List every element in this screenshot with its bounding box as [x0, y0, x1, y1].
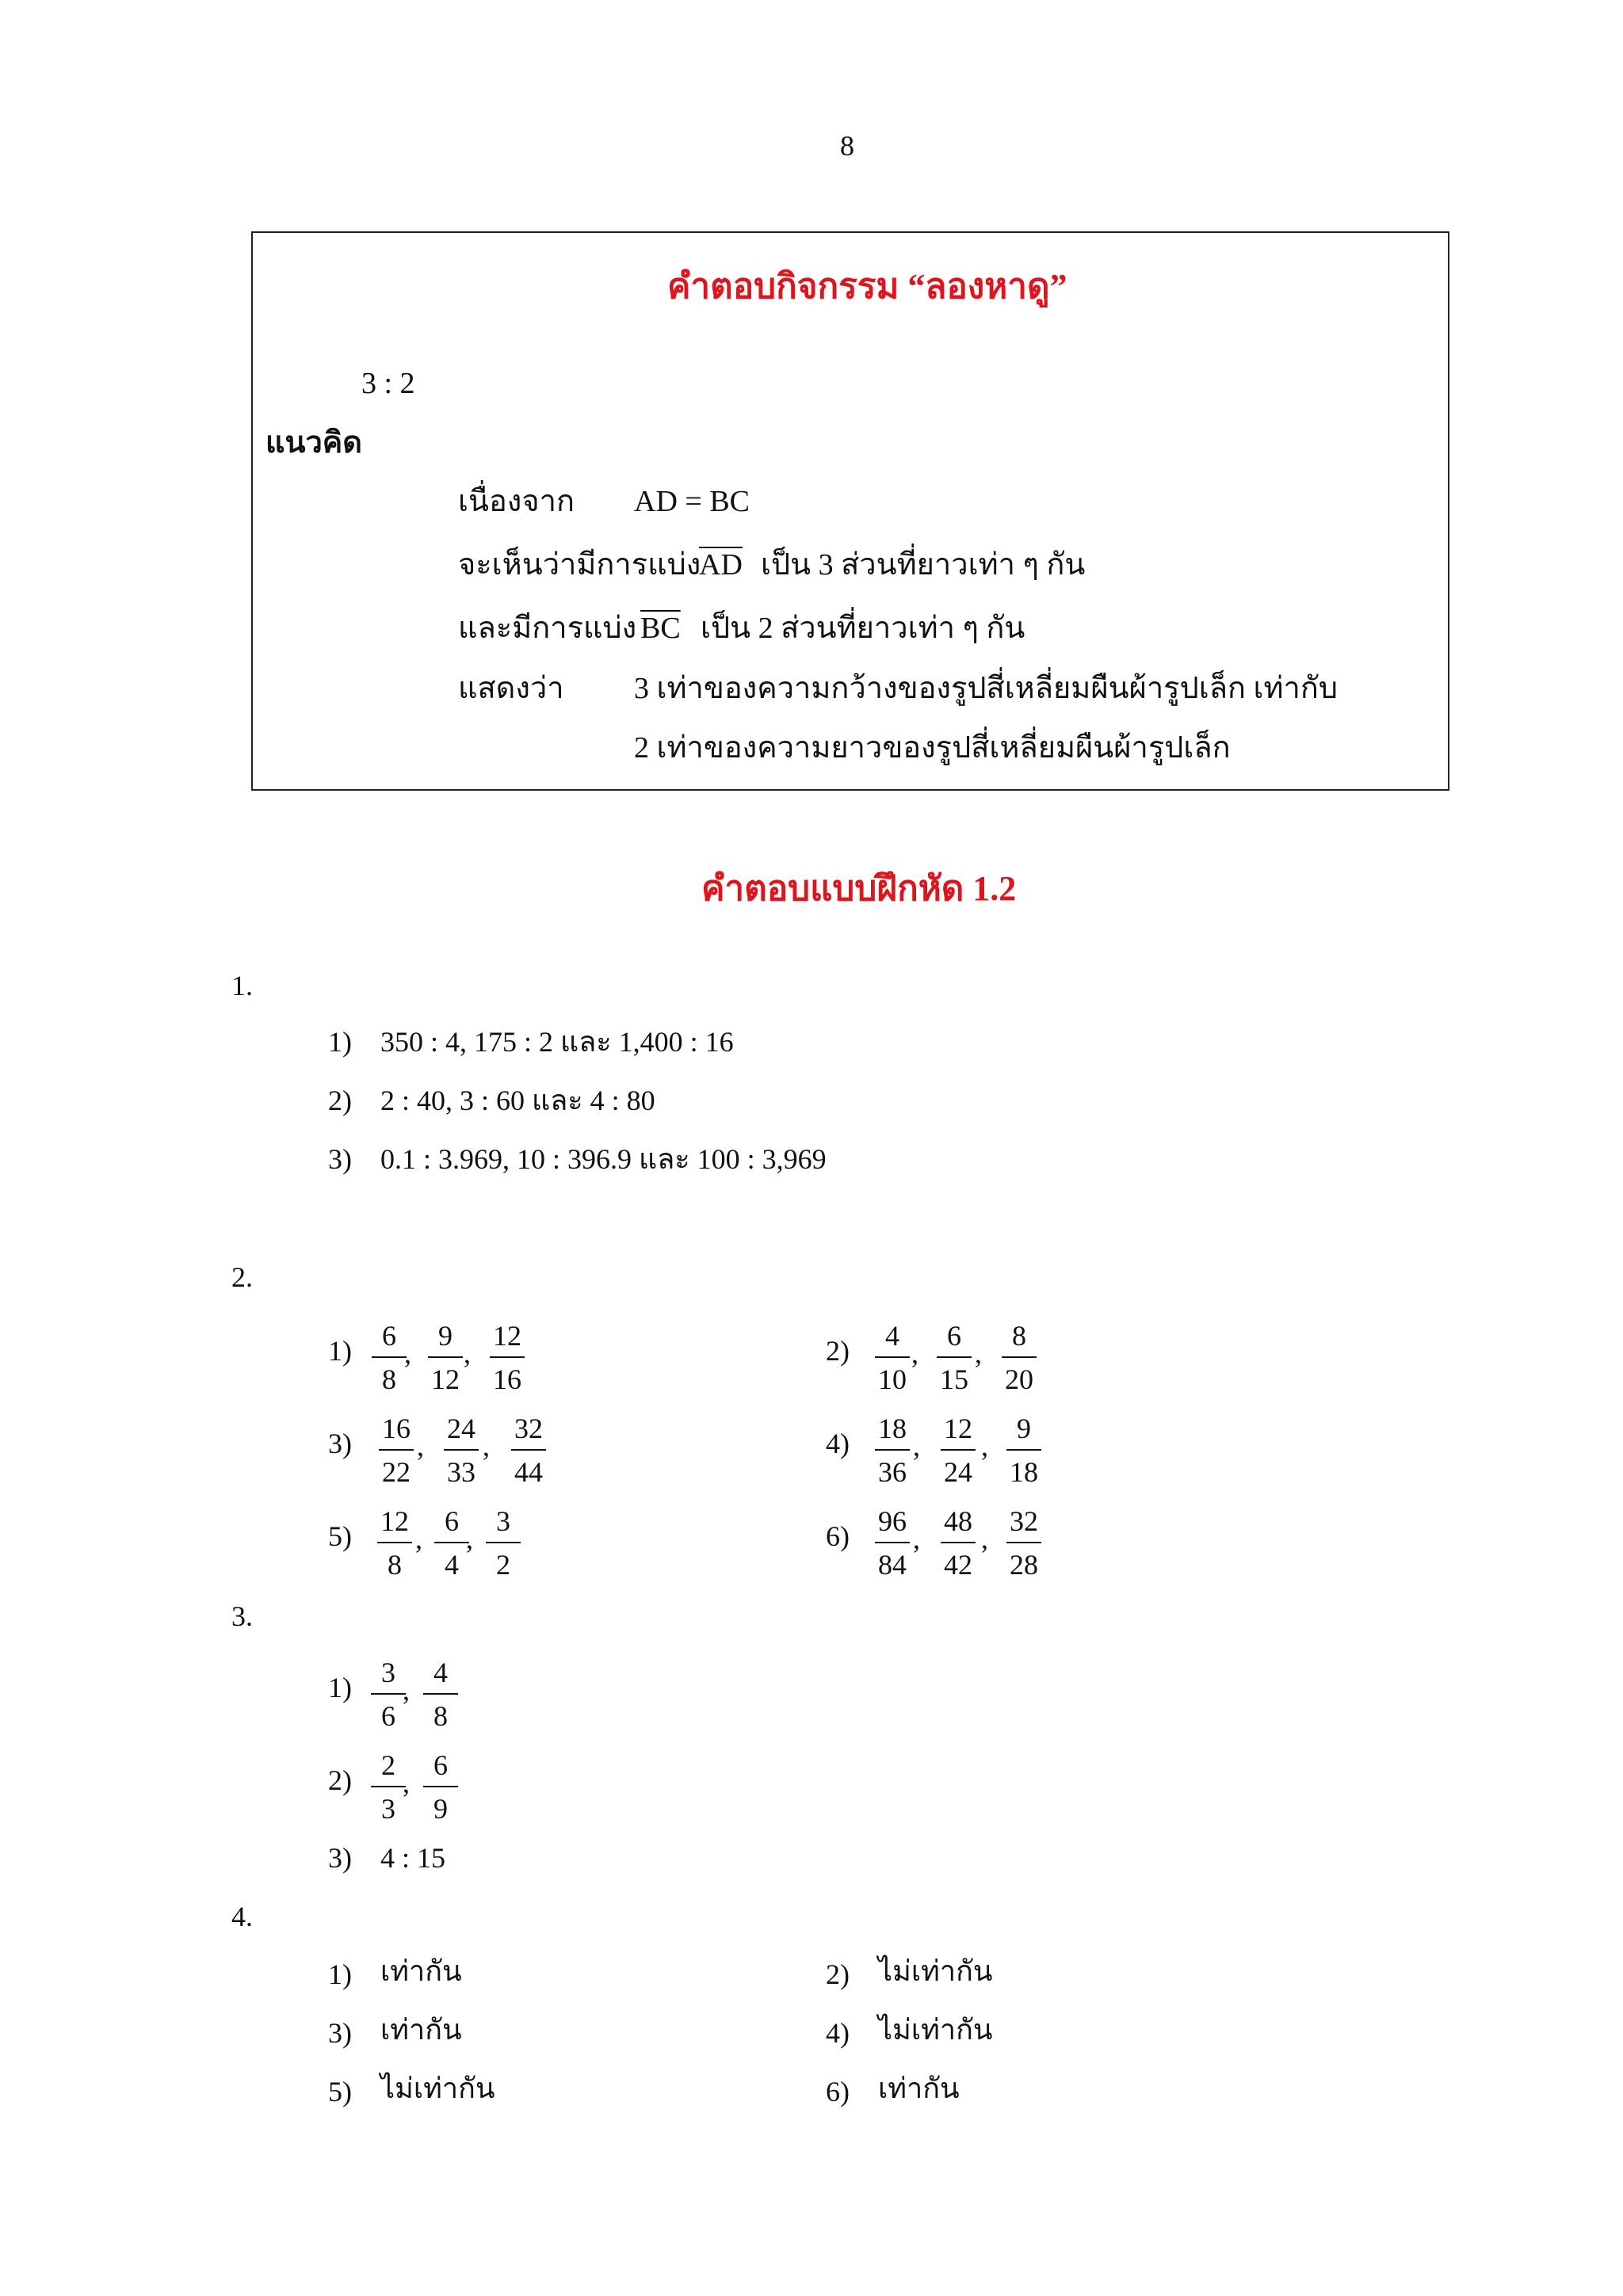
q4-item-label: 2)	[826, 1958, 850, 1990]
fraction-bar	[875, 1449, 910, 1451]
numerator: 12	[493, 1320, 521, 1352]
denominator: 36	[878, 1456, 907, 1488]
q2-item-label: 6)	[826, 1520, 850, 1552]
fraction	[487, 1322, 528, 1394]
width-statement: 3 เท่าของความกว้างของรูปสี่เหลี่ยมผืนผ้ารูปเล็ก เท่ากับ	[634, 672, 1338, 705]
denominator: 16	[493, 1363, 521, 1395]
fraction-bar	[1006, 1449, 1041, 1451]
q4-item-text: ไม่เท่ากัน	[878, 1955, 993, 1987]
page-number: 8	[840, 130, 854, 162]
length-statement: 2 เท่าของความยาวของรูปสี่เหลี่ยมผืนผ้ารูปเล็ก	[634, 731, 1231, 765]
denominator: 8	[382, 1363, 396, 1395]
q3-item-label: 2)	[328, 1764, 352, 1796]
denominator: 44	[514, 1456, 543, 1488]
denominator: 8	[433, 1700, 448, 1732]
numerator: 96	[878, 1505, 907, 1537]
fraction-bar	[875, 1542, 910, 1543]
fraction-bar	[875, 1356, 910, 1358]
q2-item-label: 2)	[826, 1335, 850, 1367]
q1-item-label: 2)	[328, 1085, 352, 1116]
numerator: 12	[380, 1505, 409, 1537]
fraction	[420, 1658, 461, 1731]
denominator: 6	[381, 1700, 395, 1732]
denominator: 28	[1010, 1549, 1038, 1581]
q1-item-label: 1)	[328, 1026, 352, 1058]
equal-statement: AD = BC	[634, 485, 750, 518]
fraction-bar	[423, 1693, 458, 1695]
denominator: 33	[447, 1456, 475, 1488]
comma: ,	[415, 1523, 422, 1554]
q3-item-label: 3)	[328, 1842, 352, 1874]
divide-ad-result: เป็น 3 ส่วนที่ยาวเท่า ๆ กัน	[761, 548, 1086, 582]
comma: ,	[913, 1430, 920, 1462]
comma: ,	[466, 1523, 473, 1554]
activity-answer-box	[251, 231, 1449, 791]
numerator: 3	[381, 1657, 395, 1688]
numerator: 4	[885, 1320, 899, 1352]
denominator: 42	[944, 1549, 972, 1581]
denominator: 2	[496, 1549, 510, 1581]
denominator: 22	[382, 1456, 411, 1488]
fraction-bar	[444, 1449, 479, 1451]
fraction-bar	[428, 1356, 463, 1358]
denominator: 12	[431, 1363, 460, 1395]
fraction	[872, 1507, 913, 1580]
q4-item-label: 4)	[826, 2017, 850, 2049]
comma: ,	[483, 1430, 490, 1462]
fraction-bar	[511, 1449, 546, 1451]
comma: ,	[403, 1674, 410, 1706]
fraction-bar	[937, 1356, 972, 1358]
fraction-bar	[490, 1356, 525, 1358]
divide-ad-text: จะเห็นว่ามีการแบ่ง	[458, 548, 701, 582]
fraction	[938, 1414, 979, 1487]
fraction	[374, 1507, 415, 1580]
numerator: 9	[1017, 1413, 1031, 1444]
fraction	[441, 1414, 482, 1487]
numerator: 4	[433, 1657, 448, 1688]
fraction	[872, 1414, 913, 1487]
fraction-bar	[371, 1693, 406, 1695]
q1-item-text: 350 : 4, 175 : 2 และ 1,400 : 16	[380, 1026, 734, 1058]
fraction	[1003, 1414, 1044, 1487]
fraction-bar	[941, 1449, 976, 1451]
question-4-number: 4.	[231, 1901, 253, 1932]
numerator: 6	[947, 1320, 961, 1352]
comma: ,	[403, 1767, 410, 1798]
fraction	[938, 1507, 979, 1580]
numerator: 3	[496, 1505, 510, 1537]
fraction-bar	[1002, 1356, 1037, 1358]
q4-item-label: 6)	[826, 2076, 850, 2107]
divide-bc-text: และมีการแบ่ง	[458, 612, 637, 645]
numerator: 48	[944, 1505, 972, 1537]
comma: ,	[404, 1337, 411, 1369]
denominator: 15	[940, 1363, 968, 1395]
numerator: 6	[382, 1320, 396, 1352]
fraction-bar	[434, 1542, 469, 1543]
fraction-bar	[423, 1786, 458, 1787]
q2-item-label: 1)	[328, 1335, 352, 1367]
fraction-bar	[1006, 1542, 1041, 1543]
fraction-bar	[379, 1449, 414, 1451]
numerator: 32	[514, 1413, 543, 1444]
q4-item-label: 3)	[328, 2017, 352, 2049]
numerator: 6	[445, 1505, 459, 1537]
denominator: 10	[878, 1363, 907, 1395]
fraction	[420, 1751, 461, 1824]
question-1-number: 1.	[231, 970, 253, 1001]
numerator: 2	[381, 1749, 395, 1781]
concept-label: แนวคิด	[265, 426, 362, 460]
fraction	[999, 1322, 1040, 1394]
fraction	[483, 1507, 524, 1580]
numerator: 16	[382, 1413, 411, 1444]
numerator: 9	[438, 1320, 453, 1352]
segment-bc: $\overline{BC}$	[640, 612, 681, 645]
fraction	[376, 1414, 417, 1487]
comma: ,	[913, 1523, 920, 1554]
comma: ,	[911, 1337, 918, 1369]
fraction-bar	[941, 1542, 976, 1543]
q4-item-text: ไม่เท่ากัน	[380, 2073, 495, 2104]
comma: ,	[464, 1337, 471, 1369]
fraction	[1003, 1507, 1044, 1580]
fraction-bar	[486, 1542, 521, 1543]
question-3-number: 3.	[231, 1600, 253, 1632]
q2-item-label: 4)	[826, 1428, 850, 1459]
q4-item-text: ไม่เท่ากัน	[878, 2014, 993, 2046]
q4-item-text: เท่ากัน	[380, 2014, 462, 2046]
comma: ,	[981, 1523, 988, 1554]
fraction	[872, 1322, 913, 1394]
q4-item-label: 1)	[328, 1958, 352, 1990]
since-label: เนื่องจาก	[458, 485, 575, 518]
denominator: 24	[944, 1456, 972, 1488]
numerator: 12	[944, 1413, 972, 1444]
divide-bc-result: เป็น 2 ส่วนที่ยาวเท่า ๆ กัน	[701, 612, 1025, 645]
exercise-title: คำตอบแบบฝึกหัด 1.2	[701, 869, 1017, 908]
q3-item-label: 1)	[328, 1672, 352, 1703]
segment-ad: $\overline{AD}$	[699, 548, 743, 582]
denominator: 8	[388, 1549, 402, 1581]
q2-item-label: 5)	[328, 1520, 352, 1552]
q1-item-label: 3)	[328, 1143, 352, 1175]
q2-item-label: 3)	[328, 1428, 352, 1459]
activity-answer: 3 : 2	[361, 367, 415, 400]
denominator: 18	[1010, 1456, 1038, 1488]
numerator: 8	[1012, 1320, 1026, 1352]
fraction-bar	[377, 1542, 412, 1543]
numerator: 6	[433, 1749, 448, 1781]
q4-item-text: เท่ากัน	[878, 2073, 960, 2104]
denominator: 20	[1005, 1363, 1033, 1395]
activity-title: คำตอบกิจกรรม “ลองหาดู”	[667, 267, 1067, 306]
denominator: 4	[445, 1549, 459, 1581]
q1-item-text: 0.1 : 3.969, 10 : 396.9 และ 100 : 3,969	[380, 1143, 827, 1175]
numerator: 18	[878, 1413, 907, 1444]
fraction	[508, 1414, 549, 1487]
q4-item-text: เท่ากัน	[380, 1955, 462, 1987]
numerator: 24	[447, 1413, 475, 1444]
comma: ,	[975, 1337, 982, 1369]
fraction	[425, 1322, 466, 1394]
q1-item-text: 2 : 40, 3 : 60 และ 4 : 80	[380, 1085, 655, 1116]
fraction-bar	[372, 1356, 407, 1358]
question-2-number: 2.	[231, 1261, 253, 1293]
fraction-bar	[371, 1786, 406, 1787]
denominator: 3	[381, 1793, 395, 1825]
numerator: 32	[1010, 1505, 1038, 1537]
q4-item-label: 5)	[328, 2076, 352, 2107]
denominator: 9	[433, 1793, 448, 1825]
comma: ,	[981, 1430, 988, 1462]
fraction	[934, 1322, 975, 1394]
denominator: 84	[878, 1549, 907, 1581]
shows-label: แสดงว่า	[458, 672, 564, 705]
comma: ,	[417, 1430, 424, 1462]
q3-item-text: 4 : 15	[380, 1842, 446, 1874]
